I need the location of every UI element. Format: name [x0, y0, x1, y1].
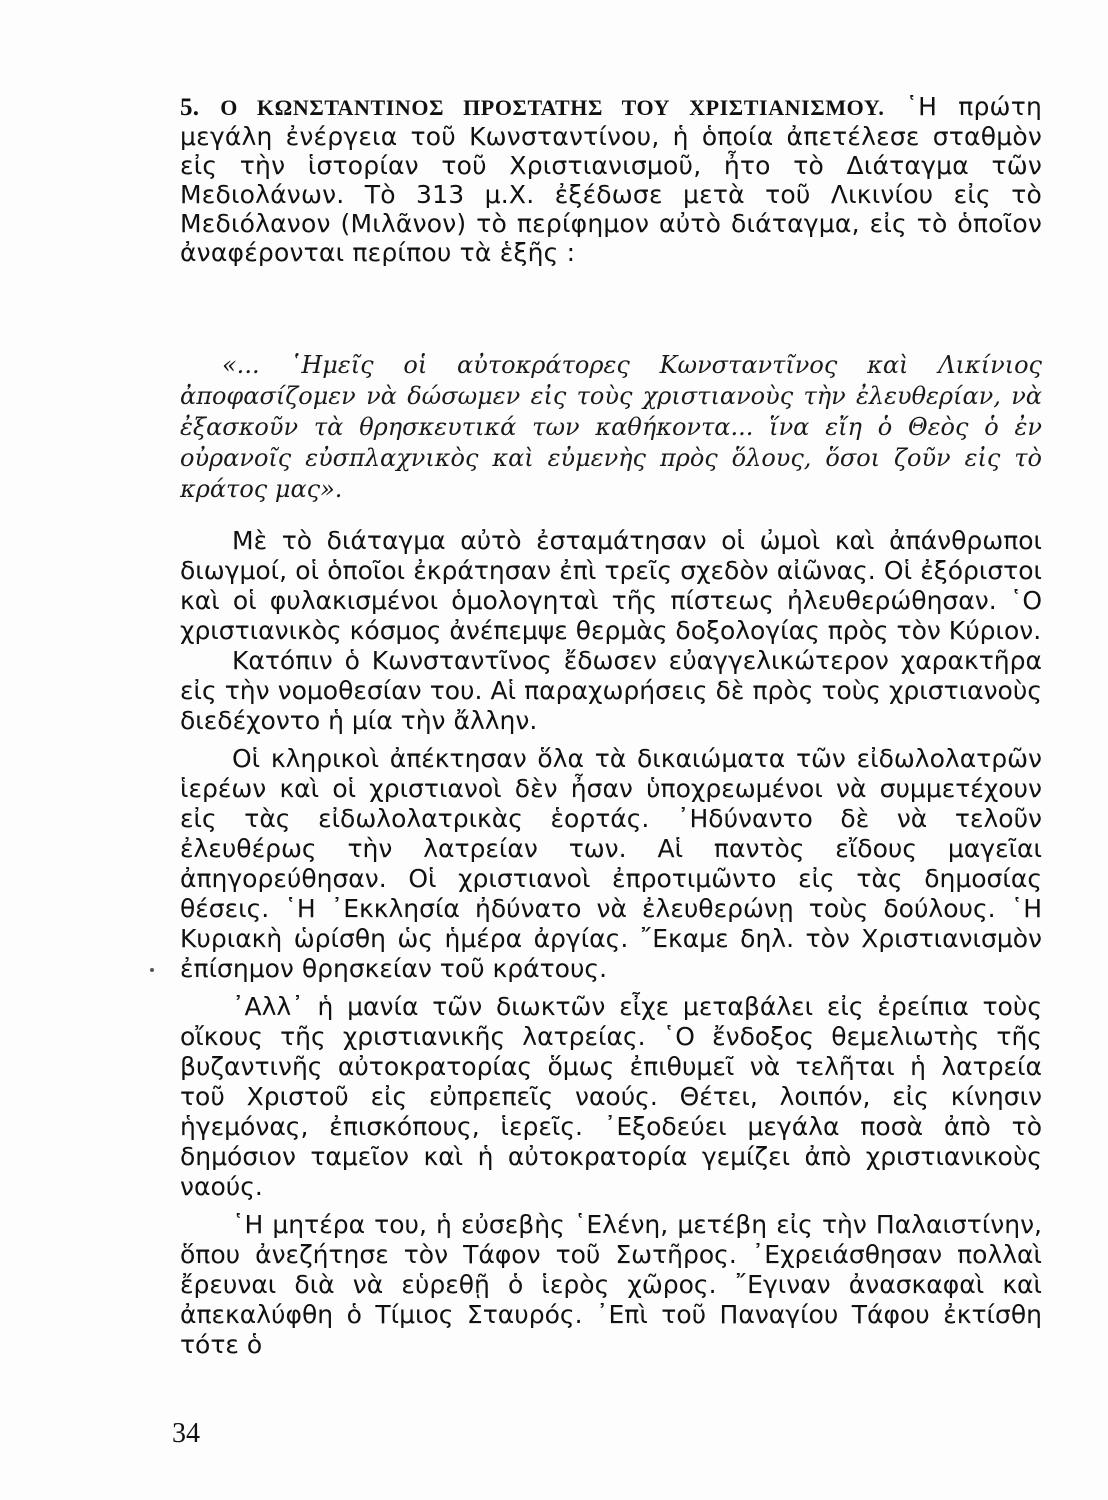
paragraph-legislation: Κατόπιν ὁ Κωνσταντῖνος ἔδωσεν εὐαγγελικώτερον χαρακτῆρα εἰς τὴν νομοθεσίαν του. Αἱ παραχωρήσεις δὲ πρὸς τοὺς χριστιανοὺς διεδέχοντο ἡ μία τὴν ἄλλην. — [180, 646, 1042, 735]
section-heading-paragraph — [180, 92, 1042, 267]
paragraph-helena: ῾Η μητέρα του, ἡ εὐσεβὴς ῾Ελένη, μετέβη εἰς τὴν Παλαιστίνην, ὅπου ἀνεζήτησε τὸν Τάφον τοῦ Σωτῆρος. ᾿Εχρειάσθησαν πολλαὶ ἔρευναι διὰ νὰ εὑρεθῇ ὁ ἱερὸς χῶρος. ῎Εγιναν ἀνασκαφαὶ καὶ ἀπεκαλύφθη ὁ Τίμιος Σταυρός. ᾿Επὶ τοῦ Παναγίου Τάφου ἐκτίσθη τότε ὁ — [180, 1210, 1042, 1359]
edict-quote: «... ῾Ημεῖς οἱ αὐτοκράτορες Κωνσταντῖνος καὶ Λικίνιος ἀποφασίζομεν νὰ δώσωμεν εἰς τοὺς χριστιανοὺς τὴν ἐλευθερίαν, νὰ ἐξασκοῦν τὰ θρησκευτικά των καθήκοντα... ἵνα εἴη ὁ Θεὸς ὁ ἐν οὐρανοῖς εὐσπλαχνικὸς καὶ εὐμενὴς πρὸς ὅλους, ὅσοι ζοῦν εἰς τὸ κράτος μας». — [180, 351, 1042, 503]
section-title: Ο ΚΩΝΣΤΑΝΤΙΝΟΣ ΠΡΟΣΤΑΤΗΣ ΤΟΥ ΧΡΙΣΤΙΑΝΙΣΜΟΥ. — [220, 95, 885, 120]
section-number: 5. — [180, 94, 200, 121]
body-text — [180, 518, 1042, 1360]
paragraph-clergy-rights: Οἱ κληρικοὶ ἀπέκτησαν ὅλα τὰ δικαιώματα τῶν εἰδωλολατρῶν ἱερέων καὶ οἱ χριστιανοὶ δὲν ἦσαν ὑποχρεωμένοι νὰ συμμετέχουν εἰς τὰς εἰδωλολατρικὰς ἑορτάς. ᾿Ηδύναντο δὲ νὰ τελοῦν ἐλευθέρως τὴν λατρείαν των. Αἱ παντὸς εἴδους μαγεῖαι ἀπηγορεύθησαν. Οἱ χριστιανοὶ ἐπροτιμῶντο εἰς τὰς δημοσίας θέσεις. ῾Η ᾿Εκκλησία ἠδύνατο νὰ ἐλευθερώνῃ τοὺς δούλους. ῾Η Κυριακὴ ὡρίσθη ὡς ἡμέρα ἀργίας. ῎Εκαμε δηλ. τὸν Χριστιανισμὸν ἐπίσημον θρησκείαν τοῦ κράτους. — [180, 744, 1042, 983]
page-number: 34 — [172, 1418, 200, 1449]
paragraph-churches: ᾿Αλλ᾿ ἡ μανία τῶν διωκτῶν εἶχε μεταβάλει εἰς ἐρείπια τοὺς οἴκους τῆς χριστιανικῆς λατρείας. ῾Ο ἔνδοξος θεμελιωτὴς τῆς βυζαντινῆς αὐτοκρατορίας ὅμως ἐπιθυμεῖ νὰ τελῆται ἡ λατρεία τοῦ Χριστοῦ εἰς εὐπρεπεῖς ναούς. Θέτει, λοιπόν, εἰς κίνησιν ἡγεμόνας, ἐπισκόπους, ἱερεῖς. ᾿Εξοδεύει μεγάλα ποσὰ ἀπὸ τὸ δημόσιον ταμεῖον καὶ ἡ αὐτοκρατορία γεμίζει ἀπὸ χριστιανικοὺς ναούς. — [180, 992, 1042, 1201]
section-intro-text: ῾Η πρώτη μεγάλη ἐνέργεια τοῦ Κωνσταντίνου, ἡ ὁποία ἀπετέλεσε σταθμὸν εἰς τὴν ἱστορίαν τοῦ Χριστιανισμοῦ, ἦτο τὸ Διάταγμα τῶν Μεδιολάνων. Τὸ 313 μ.Χ. ἐξέδωσε μετὰ τοῦ Λικινίου εἰς τὸ Μεδιόλανον (Μιλᾶνον) τὸ περίφημον αὐτὸ διάταγμα, εἰς τὸ ὁποῖον ἀναφέρονται περίπου τὰ ἑξῆς : — [180, 92, 1042, 267]
scan-speck — [150, 968, 154, 972]
paragraph-persecutions-ended: Μὲ τὸ διάταγμα αὐτὸ ἐσταμάτησαν οἱ ὠμοὶ καὶ ἀπάνθρωποι διωγμοί, οἱ ὁποῖοι ἐκράτησαν ἐπὶ τρεῖς σχεδὸν αἰῶνας. Οἱ ἐξόριστοι καὶ οἱ φυλακισμένοι ὁμολογηταὶ τῆς πίστεως ἠλευθερώθησαν. ῾Ο χριστιανικὸς κόσμος ἀνέπεμψε θερμὰς δοξολογίας πρὸς τὸν Κύριον. — [180, 526, 1042, 645]
